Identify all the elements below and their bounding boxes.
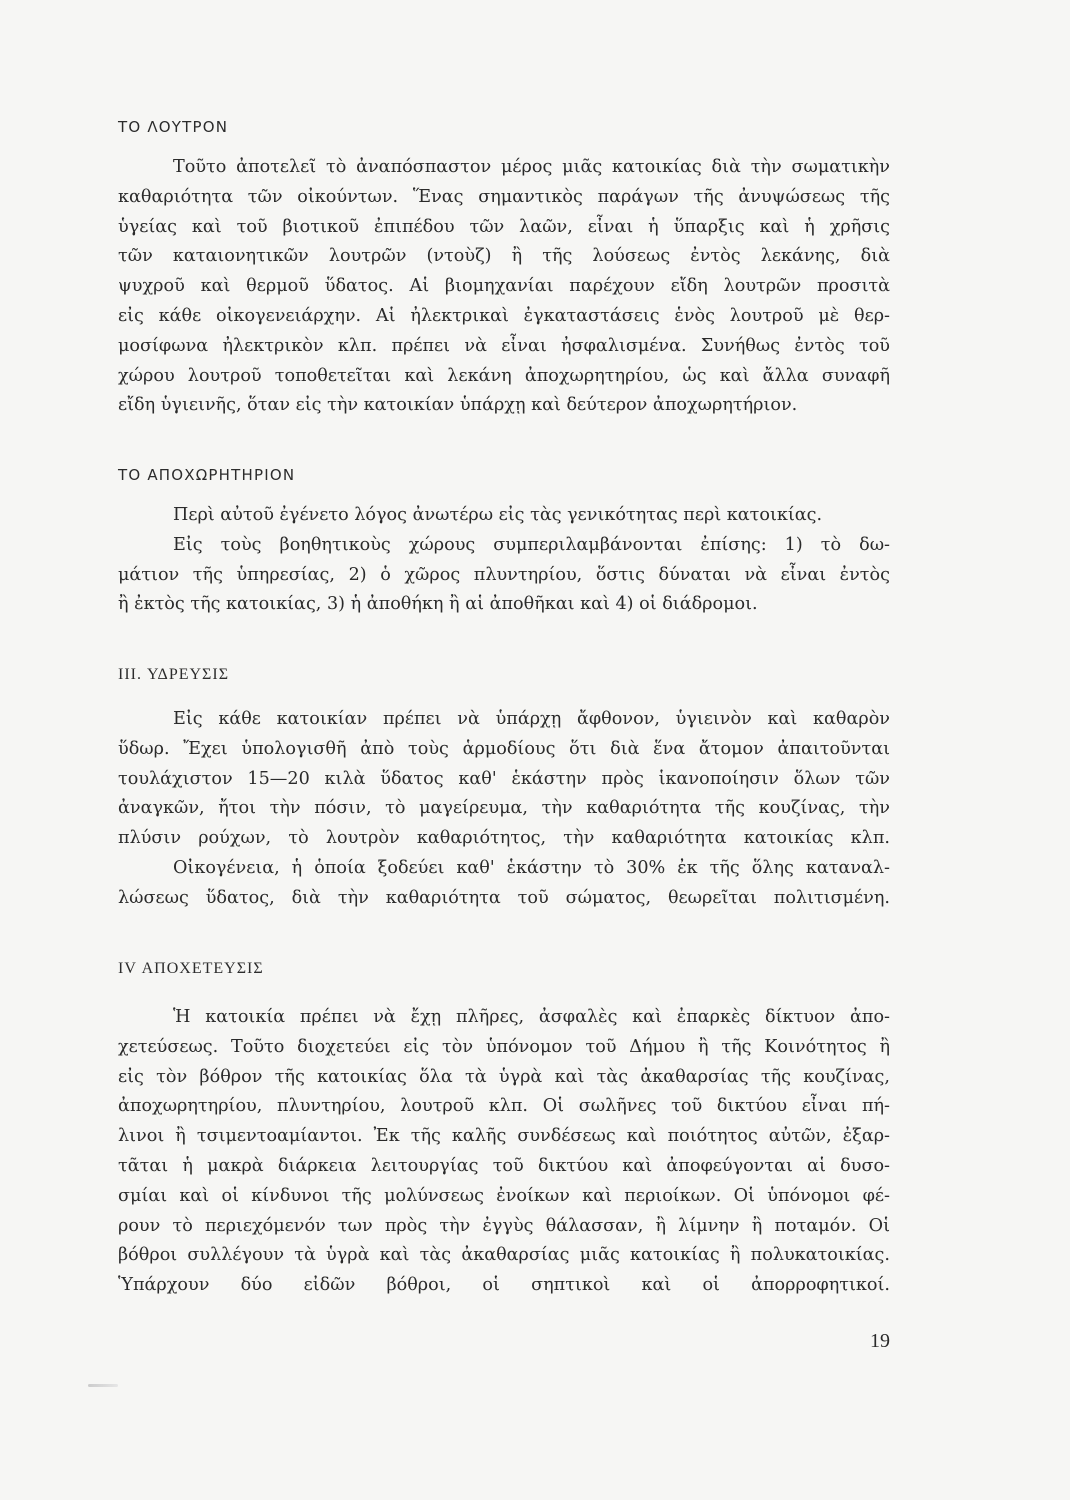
paragraph-loutron	[118, 153, 890, 421]
text-line: σμίαι καὶ οἱ κίνδυνοι τῆς μολύνσεως ἐνοίκων καὶ περιοίκων. Οἱ ὑπόνομοι φέ-	[118, 1185, 890, 1206]
text-line: εἰς κάθε οἰκογενειάρχην. Αἱ ἠλεκτρικαὶ ἐγκαταστάσεις ἑνὸς λουτροῦ μὲ θερ-	[118, 305, 890, 326]
section-heading-loutron: ΤΟ ΛΟΥΤΡΟΝ	[118, 118, 229, 136]
text-line: εἴδη ὑγιεινῆς, ὅταν εἰς τὴν κατοικίαν ὑπάρχῃ καὶ δεύτερον ἀποχωρητήριον.	[118, 395, 798, 416]
text-line: ἀποχωρητηρίου, πλυντηρίου, λουτροῦ κλπ. Οἱ σωλῆνες τοῦ δικτύου εἶναι πή-	[118, 1096, 890, 1117]
text-line: ἀναγκῶν, ἤτοι τὴν πόσιν, τὸ μαγείρευμα, τὴν καθαριότητα τῆς κουζίνας, τὴν	[118, 798, 890, 819]
text-line: Περὶ αὐτοῦ ἐγένετο λόγος ἀνωτέρω εἰς τὰς γενικότητας περὶ κατοικίας.	[173, 505, 823, 525]
paragraph-ydreusis	[118, 705, 890, 914]
text-line: εἰς τὸν βόθρον τῆς κατοικίας ὅλα τὰ ὑγρὰ καὶ τὰς ἀκαθαρσίας τῆς κουζίνας,	[118, 1066, 890, 1087]
text-line: Ἡ κατοικία πρέπει νὰ ἔχῃ πλῆρες, ἀσφαλὲς καὶ ἐπαρκὲς δίκτυον ἀπο-	[173, 1007, 890, 1027]
text-line: τῶν καταιονητικῶν λουτρῶν (ντοὺζ) ἢ τῆς λούσεως ἐντὸς λεκάνης, διὰ	[118, 246, 890, 267]
text-line: χώρου λουτροῦ τοποθετεῖται καὶ λεκάνη ἀποχωρητηρίου, ὡς καὶ ἄλλα συναφῆ	[118, 365, 890, 386]
text-line: καθαριότητα τῶν οἰκούντων. Ἕνας σημαντικὸς παράγων τῆς ἀνυψώσεως τῆς	[118, 186, 890, 207]
text-line: χετεύσεως. Τοῦτο διοχετεύει εἰς τὸν ὑπόνομον τοῦ Δήμου ἢ τῆς Κοινότητος ἢ	[118, 1036, 890, 1057]
text-line: μάτιον τῆς ὑπηρεσίας, 2) ὁ χῶρος πλυντηρίου, ὅστις δύναται νὰ εἶναι ἐντὸς	[118, 564, 890, 585]
text-line: Ὑπάρχουν δύο εἰδῶν βόθροι, οἱ σηπτικοὶ καὶ οἱ ἀπορροφητικοί.	[118, 1275, 890, 1296]
text-line: Τοῦτο ἀποτελεῖ τὸ ἀναπόσπαστον μέρος μιᾶς κατοικίας διὰ τὴν σωματικὴν	[173, 157, 890, 177]
text-line: Εἰς τοὺς βοηθητικοὺς χώρους συμπεριλαμβάνονται ἐπίσης: 1) τὸ δω-	[173, 534, 890, 555]
text-line: μοσίφωνα ἠλεκτρικὸν κλπ. πρέπει νὰ εἶναι ἠσφαλισμένα. Συνήθως ἐντὸς τοῦ	[118, 335, 890, 356]
text-line: ἢ ἐκτὸς τῆς κατοικίας, 3) ἡ ἀποθήκη ἢ αἱ ἀποθῆκαι καὶ 4) οἱ διάδρομοι.	[118, 594, 758, 615]
text-line: λινοι ἢ τσιμεντοαμίαντοι. Ἐκ τῆς καλῆς συνδέσεως καὶ ποιότητος αὐτῶν, ἐξαρ-	[118, 1126, 890, 1147]
paragraph-apocheteusis	[118, 1003, 890, 1301]
section-heading-apocheteusis: IV ΑΠΟΧΕΤΕΥΣΙΣ	[118, 960, 264, 977]
section-heading-ydreusis: III. ΥΔΡΕΥΣΙΣ	[118, 666, 230, 683]
text-line: πλύσιν ρούχων, τὸ λουτρὸν καθαριότητος, τὴν καθαριότητα κατοικίας κλπ.	[118, 828, 890, 849]
page-number: 19	[870, 1330, 890, 1352]
text-line: ψυχροῦ καὶ θερμοῦ ὕδατος. Αἱ βιομηχανίαι παρέχουν εἴδη λουτρῶν προσιτὰ	[118, 276, 890, 297]
text-line: ὕδωρ. Ἔχει ὑπολογισθῆ ἀπὸ τοὺς ἁρμοδίους ὅτι διὰ ἕνα ἄτομον ἀπαιτοῦνται	[118, 738, 890, 759]
section-heading-apochoritirion: ΤΟ ΑΠΟΧΩΡΗΤΗΡΙΟΝ	[118, 466, 296, 484]
paragraph-apochoritirion	[118, 501, 890, 620]
text-line: ὑγείας καὶ τοῦ βιοτικοῦ ἐπιπέδου τῶν λαῶν, εἶναι ἡ ὕπαρξις καὶ ἡ χρῆσις	[118, 216, 890, 237]
text-line: Οἰκογένεια, ἡ ὁποία ξοδεύει καθ' ἑκάστην τὸ 30% ἐκ τῆς ὅλης καταναλ-	[173, 857, 890, 878]
text-line: ρουν τὸ περιεχόμενόν των πρὸς τὴν ἐγγὺς θάλασσαν, ἢ λίμνην ἢ ποταμόν. Οἱ	[118, 1215, 890, 1236]
text-line: τουλάχιστον 15—20 κιλὰ ὕδατος καθ' ἑκάστην πρὸς ἱκανοποίησιν ὅλων τῶν	[118, 768, 890, 789]
scan-smudge	[88, 1384, 118, 1387]
text-line: Εἰς κάθε κατοικίαν πρέπει νὰ ὑπάρχῃ ἄφθονον, ὑγιεινὸν καὶ καθαρὸν	[173, 709, 890, 729]
text-line: λώσεως ὕδατος, διὰ τὴν καθαριότητα τοῦ σώματος, θεωρεῖται πολιτισμένη.	[118, 887, 890, 908]
text-line: τᾶται ἡ μακρὰ διάρκεια λειτουργίας τοῦ δικτύου καὶ ἀποφεύγονται αἱ δυσο-	[118, 1155, 890, 1176]
text-line: βόθροι συλλέγουν τὰ ὑγρὰ καὶ τὰς ἀκαθαρσίας μιᾶς κατοικίας ἢ πολυκατοικίας.	[118, 1245, 890, 1266]
